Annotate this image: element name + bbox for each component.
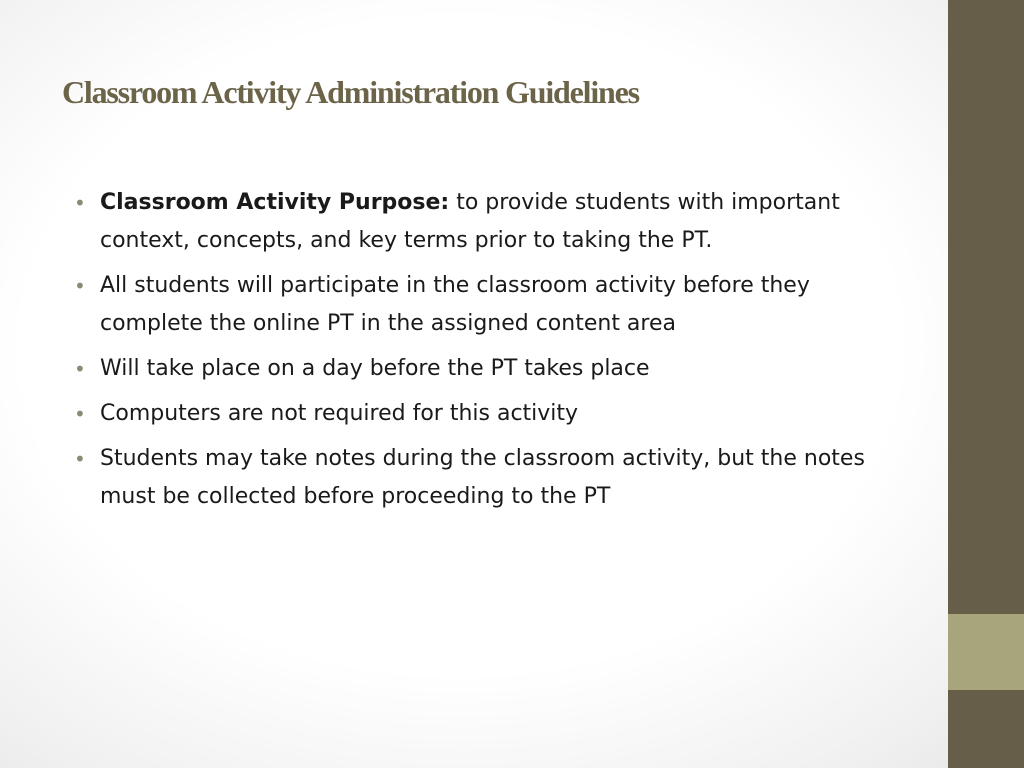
- bullet-item: [74, 395, 904, 433]
- bullet-text: Computers are not required for this activity: [100, 401, 579, 426]
- bullet-item: [74, 350, 904, 388]
- bullet-dot-icon: •: [74, 191, 86, 215]
- bullet-lead: Classroom Activity Purpose:: [100, 190, 450, 215]
- bullet-item: [74, 267, 904, 343]
- bullet-dot-icon: •: [74, 447, 86, 471]
- bullet-item: [74, 184, 904, 260]
- slide-title: Classroom Activity Administration Guidelines: [62, 74, 639, 110]
- bullet-text: to provide students with important context, concepts, and key terms prior to taking the PT.: [100, 190, 840, 253]
- bullet-text: Students may take notes during the classroom activity, but the notes must be collected before proceeding to the PT: [100, 446, 865, 509]
- bullet-item: [74, 440, 904, 516]
- bullet-text: All students will participate in the classroom activity before they complete the online PT in the assigned content area: [100, 273, 810, 336]
- bullet-dot-icon: •: [74, 274, 86, 298]
- sidebar-accent-block: [948, 614, 1024, 690]
- bullet-dot-icon: •: [74, 357, 86, 381]
- decorative-sidebar: [948, 0, 1024, 768]
- bullet-dot-icon: •: [74, 402, 86, 426]
- bullet-list: [74, 184, 904, 523]
- bullet-text: Will take place on a day before the PT takes place: [100, 356, 650, 381]
